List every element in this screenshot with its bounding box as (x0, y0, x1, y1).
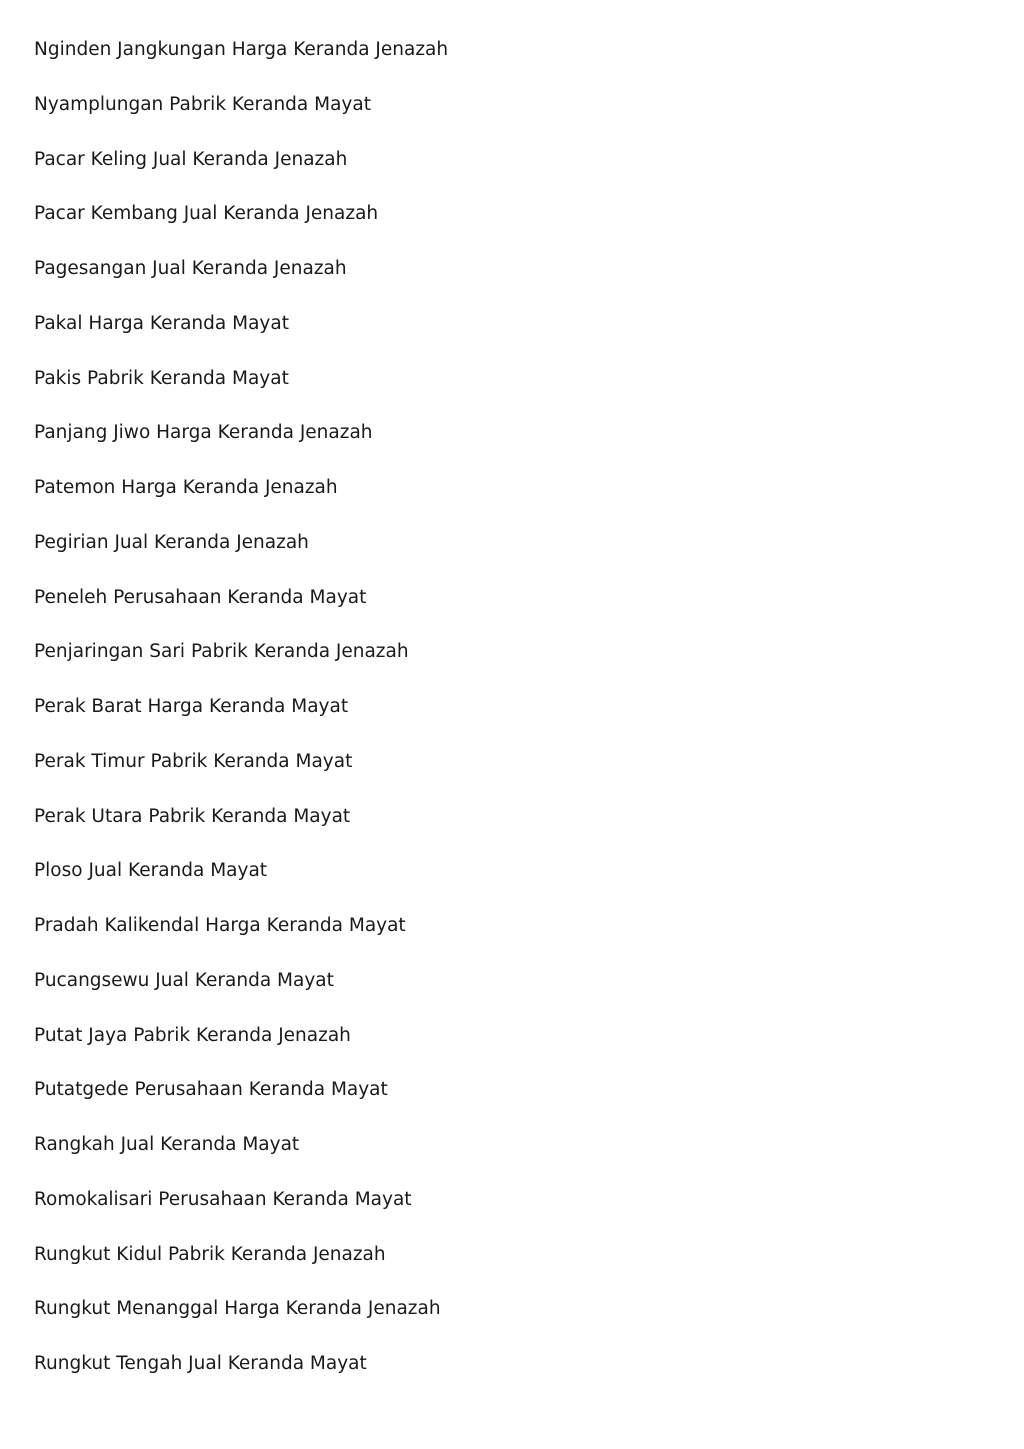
list-item (34, 36, 448, 91)
list-item (34, 474, 448, 529)
list-item-text: Ploso Jual Keranda Mayat (34, 860, 268, 882)
list-item (34, 310, 448, 365)
list-item-text: Perak Barat Harga Keranda Mayat (34, 696, 349, 717)
list-item-text: Nginden Jangkungan Harga Keranda Jenazah (34, 39, 449, 60)
list-item-text: Nyamplungan Pabrik Keranda Mayat (34, 93, 371, 115)
list-item (34, 1131, 448, 1186)
list-item (34, 365, 448, 420)
list-item (34, 1350, 448, 1405)
list-item (34, 1241, 448, 1296)
list-item-text: Rungkut Menanggal Harga Keranda Jenazah (34, 1298, 441, 1320)
list-item-text: Penjaringan Sari Pabrik Keranda Jenazah (34, 641, 409, 663)
list-item-text: Pakal Harga Keranda Mayat (34, 312, 289, 334)
list-item (34, 748, 448, 803)
list-item-text: Pradah Kalikendal Harga Keranda Mayat (34, 915, 406, 936)
list-item-text: Rungkut Kidul Pabrik Keranda Jenazah (34, 1243, 386, 1265)
list-item-text: Pakis Pabrik Keranda Mayat (34, 367, 289, 389)
list-item-text: Putatgede Perusahaan Keranda Mayat (34, 1079, 388, 1101)
list-item-text: Rangkah Jual Keranda Mayat (34, 1134, 300, 1155)
list-item-text: Pucangsewu Jual Keranda Mayat (34, 969, 334, 991)
list-item (34, 529, 448, 584)
list-item (34, 803, 448, 858)
list-item (34, 1186, 448, 1241)
list-item-text: Peneleh Perusahaan Keranda Mayat (34, 586, 367, 608)
list-item-text: Rungkut Tengah Jual Keranda Mayat (34, 1353, 367, 1374)
list-item (34, 693, 448, 748)
list-item-text: Pagesangan Jual Keranda Jenazah (34, 258, 347, 279)
list-item (34, 1295, 448, 1350)
list-item (34, 419, 448, 474)
list-item (34, 200, 448, 255)
list-item (34, 638, 448, 693)
list-item-text: Panjang Jiwo Harga Keranda Jenazah (34, 422, 373, 444)
list-item (34, 146, 448, 201)
list-item (34, 857, 448, 912)
list-item (34, 967, 448, 1022)
list-item-text: Perak Timur Pabrik Keranda Mayat (34, 750, 353, 772)
list-item-text: Pacar Keling Jual Keranda Jenazah (34, 148, 348, 170)
list-item (34, 255, 448, 310)
list-item-text: Romokalisari Perusahaan Keranda Mayat (34, 1188, 412, 1210)
list-item (34, 91, 448, 146)
list-item (34, 912, 448, 967)
list-item-text: Perak Utara Pabrik Keranda Mayat (34, 805, 351, 827)
list-item-text: Pacar Kembang Jual Keranda Jenazah (34, 203, 379, 225)
list-item-text: Putat Jaya Pabrik Keranda Jenazah (34, 1024, 351, 1046)
list-item-text: Pegirian Jual Keranda Jenazah (34, 531, 309, 553)
list-item (34, 1076, 448, 1131)
list-item (34, 584, 448, 639)
list-item-text: Patemon Harga Keranda Jenazah (34, 477, 338, 498)
location-list (34, 36, 448, 1405)
list-item (34, 1022, 448, 1077)
